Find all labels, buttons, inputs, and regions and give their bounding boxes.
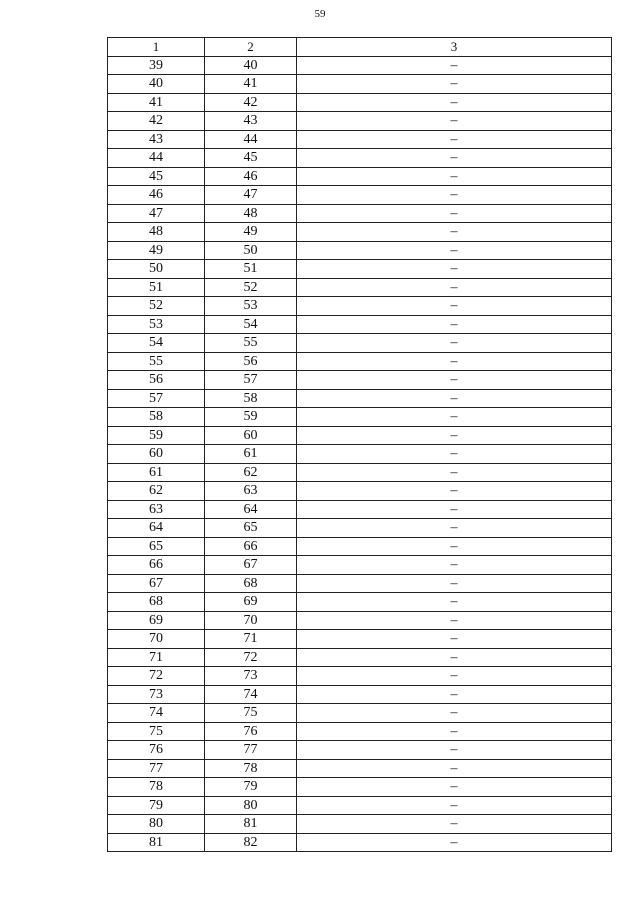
table-cell-col-2: 54 xyxy=(205,315,297,334)
table-body xyxy=(108,38,612,852)
table-row xyxy=(108,556,612,575)
table-cell-col-2: 56 xyxy=(205,352,297,371)
table-row xyxy=(108,815,612,834)
table-row xyxy=(108,648,612,667)
table-row xyxy=(108,56,612,75)
table-cell-col-2: 45 xyxy=(205,149,297,168)
table-cell-col-2: 67 xyxy=(205,556,297,575)
table-cell-col-1: 63 xyxy=(108,500,205,519)
table-row xyxy=(108,408,612,427)
table-cell-col-2: 55 xyxy=(205,334,297,353)
table-cell-col-2: 46 xyxy=(205,167,297,186)
table-row xyxy=(108,482,612,501)
table-row xyxy=(108,371,612,390)
table-cell-col-1: 65 xyxy=(108,537,205,556)
table-row xyxy=(108,223,612,242)
table-cell-col-2: 68 xyxy=(205,574,297,593)
table-cell-col-2: 62 xyxy=(205,463,297,482)
table-cell-col-3: – xyxy=(297,630,612,649)
table-cell-col-1: 45 xyxy=(108,167,205,186)
table-cell-col-3: – xyxy=(297,482,612,501)
table-cell-col-1: 80 xyxy=(108,815,205,834)
table-cell-col-2: 60 xyxy=(205,426,297,445)
table-cell-col-2: 61 xyxy=(205,445,297,464)
table-cell-col-2: 70 xyxy=(205,611,297,630)
table-row xyxy=(108,796,612,815)
table-cell-col-3: – xyxy=(297,463,612,482)
table-row xyxy=(108,778,612,797)
table-cell-col-2: 77 xyxy=(205,741,297,760)
table-row xyxy=(108,685,612,704)
table-cell-col-1: 61 xyxy=(108,463,205,482)
table-cell-col-1: 49 xyxy=(108,241,205,260)
table-cell-col-3: – xyxy=(297,371,612,390)
table-cell-col-3: – xyxy=(297,352,612,371)
table-row xyxy=(108,93,612,112)
table-cell-col-1: 69 xyxy=(108,611,205,630)
table-cell-col-2: 52 xyxy=(205,278,297,297)
table-cell-col-3: – xyxy=(297,445,612,464)
table-row xyxy=(108,611,612,630)
table-cell-col-3: – xyxy=(297,537,612,556)
table-cell-col-1: 47 xyxy=(108,204,205,223)
table-cell-col-1: 41 xyxy=(108,93,205,112)
table-cell-col-3: – xyxy=(297,519,612,538)
table-cell-col-1: 58 xyxy=(108,408,205,427)
table-cell-col-2: 74 xyxy=(205,685,297,704)
table-cell-col-1: 71 xyxy=(108,648,205,667)
table-cell-col-3: – xyxy=(297,389,612,408)
table-cell-col-2: 78 xyxy=(205,759,297,778)
table-cell-col-1: 53 xyxy=(108,315,205,334)
table-cell-col-1: 51 xyxy=(108,278,205,297)
table-cell-col-3: – xyxy=(297,704,612,723)
table-cell-col-2: 47 xyxy=(205,186,297,205)
table-row xyxy=(108,741,612,760)
table-cell-col-1: 81 xyxy=(108,833,205,852)
table-cell-col-2: 49 xyxy=(205,223,297,242)
table-cell-col-1: 67 xyxy=(108,574,205,593)
table-row xyxy=(108,278,612,297)
table-row xyxy=(108,445,612,464)
table-cell-col-2: 66 xyxy=(205,537,297,556)
table-row xyxy=(108,426,612,445)
table-cell-col-3: – xyxy=(297,759,612,778)
table-cell-col-3: – xyxy=(297,186,612,205)
table-cell-col-3: – xyxy=(297,130,612,149)
table-cell-col-1: 54 xyxy=(108,334,205,353)
table-cell-col-2: 48 xyxy=(205,204,297,223)
table-cell-col-1: 73 xyxy=(108,685,205,704)
table-cell-col-3: – xyxy=(297,56,612,75)
table-row xyxy=(108,167,612,186)
table-row xyxy=(108,112,612,131)
table-cell-col-1: 57 xyxy=(108,389,205,408)
table-cell-col-1: 68 xyxy=(108,593,205,612)
table-cell-col-1: 64 xyxy=(108,519,205,538)
table-cell-col-3: – xyxy=(297,833,612,852)
table-cell-col-1: 62 xyxy=(108,482,205,501)
table-cell-col-1: 44 xyxy=(108,149,205,168)
table-cell-col-3: – xyxy=(297,408,612,427)
table-cell-col-3: – xyxy=(297,426,612,445)
table-cell-col-3: – xyxy=(297,500,612,519)
table-cell-col-3: – xyxy=(297,260,612,279)
table-cell-col-2: 58 xyxy=(205,389,297,408)
table-cell-col-1: 60 xyxy=(108,445,205,464)
table-cell-col-3: – xyxy=(297,278,612,297)
table-row xyxy=(108,297,612,316)
table-row xyxy=(108,75,612,94)
table-cell-col-3: – xyxy=(297,556,612,575)
table-cell-col-3: – xyxy=(297,297,612,316)
table-cell-col-3: – xyxy=(297,667,612,686)
table-cell-col-1: 66 xyxy=(108,556,205,575)
table-cell-col-2: 53 xyxy=(205,297,297,316)
table-cell-col-2: 76 xyxy=(205,722,297,741)
table-row xyxy=(108,759,612,778)
table-cell-col-2: 59 xyxy=(205,408,297,427)
column-header-2: 2 xyxy=(205,38,297,57)
table-cell-col-1: 42 xyxy=(108,112,205,131)
table-cell-col-1: 50 xyxy=(108,260,205,279)
table-cell-col-3: – xyxy=(297,93,612,112)
table-row xyxy=(108,500,612,519)
table-cell-col-2: 43 xyxy=(205,112,297,131)
table-cell-col-2: 40 xyxy=(205,56,297,75)
table-cell-col-3: – xyxy=(297,685,612,704)
table-row xyxy=(108,833,612,852)
table-row xyxy=(108,186,612,205)
table-cell-col-3: – xyxy=(297,796,612,815)
table-cell-col-3: – xyxy=(297,112,612,131)
table-row xyxy=(108,260,612,279)
table-cell-col-3: – xyxy=(297,223,612,242)
table-cell-col-2: 65 xyxy=(205,519,297,538)
table-cell-col-1: 59 xyxy=(108,426,205,445)
table-cell-col-3: – xyxy=(297,149,612,168)
table-row xyxy=(108,352,612,371)
table-cell-col-1: 40 xyxy=(108,75,205,94)
table-cell-col-2: 69 xyxy=(205,593,297,612)
table-cell-col-3: – xyxy=(297,741,612,760)
table-cell-col-3: – xyxy=(297,722,612,741)
table-row xyxy=(108,241,612,260)
table-cell-col-3: – xyxy=(297,778,612,797)
table-cell-col-2: 63 xyxy=(205,482,297,501)
table-row xyxy=(108,667,612,686)
table-row xyxy=(108,334,612,353)
table-cell-col-1: 70 xyxy=(108,630,205,649)
table-cell-col-2: 73 xyxy=(205,667,297,686)
table-cell-col-3: – xyxy=(297,815,612,834)
table-cell-col-2: 71 xyxy=(205,630,297,649)
table-cell-col-1: 46 xyxy=(108,186,205,205)
table-row xyxy=(108,389,612,408)
table-cell-col-1: 48 xyxy=(108,223,205,242)
table-cell-col-2: 81 xyxy=(205,815,297,834)
table-row xyxy=(108,130,612,149)
table-cell-col-3: – xyxy=(297,204,612,223)
table-cell-col-3: – xyxy=(297,611,612,630)
table-row xyxy=(108,574,612,593)
table-cell-col-2: 44 xyxy=(205,130,297,149)
table-cell-col-1: 77 xyxy=(108,759,205,778)
table-row xyxy=(108,463,612,482)
table-cell-col-2: 80 xyxy=(205,796,297,815)
column-header-3: 3 xyxy=(297,38,612,57)
table-cell-col-1: 55 xyxy=(108,352,205,371)
table-cell-col-2: 42 xyxy=(205,93,297,112)
table-cell-col-2: 50 xyxy=(205,241,297,260)
table-cell-col-2: 51 xyxy=(205,260,297,279)
table-cell-col-3: – xyxy=(297,593,612,612)
data-table xyxy=(107,37,612,852)
table-cell-col-1: 39 xyxy=(108,56,205,75)
table-cell-col-1: 79 xyxy=(108,796,205,815)
table-cell-col-3: – xyxy=(297,648,612,667)
table-row xyxy=(108,149,612,168)
table-row xyxy=(108,537,612,556)
table-row xyxy=(108,593,612,612)
table-cell-col-1: 76 xyxy=(108,741,205,760)
table-cell-col-3: – xyxy=(297,315,612,334)
table-cell-col-1: 72 xyxy=(108,667,205,686)
table-cell-col-1: 74 xyxy=(108,704,205,723)
table-cell-col-2: 79 xyxy=(205,778,297,797)
table-row xyxy=(108,519,612,538)
table-cell-col-1: 43 xyxy=(108,130,205,149)
column-header-1: 1 xyxy=(108,38,205,57)
table-cell-col-3: – xyxy=(297,75,612,94)
table-cell-col-2: 75 xyxy=(205,704,297,723)
table-cell-col-1: 75 xyxy=(108,722,205,741)
table-cell-col-3: – xyxy=(297,574,612,593)
table-header-row xyxy=(108,38,612,57)
table-cell-col-1: 78 xyxy=(108,778,205,797)
table-cell-col-3: – xyxy=(297,334,612,353)
table-cell-col-1: 52 xyxy=(108,297,205,316)
table-row xyxy=(108,630,612,649)
table-cell-col-1: 56 xyxy=(108,371,205,390)
table-cell-col-2: 57 xyxy=(205,371,297,390)
table-row xyxy=(108,204,612,223)
table-row xyxy=(108,722,612,741)
table-cell-col-2: 82 xyxy=(205,833,297,852)
table-cell-col-2: 64 xyxy=(205,500,297,519)
table-cell-col-3: – xyxy=(297,241,612,260)
table-row xyxy=(108,704,612,723)
table-row xyxy=(108,315,612,334)
table-cell-col-2: 72 xyxy=(205,648,297,667)
table-cell-col-2: 41 xyxy=(205,75,297,94)
table-cell-col-3: – xyxy=(297,167,612,186)
page-number: 59 xyxy=(314,8,326,20)
